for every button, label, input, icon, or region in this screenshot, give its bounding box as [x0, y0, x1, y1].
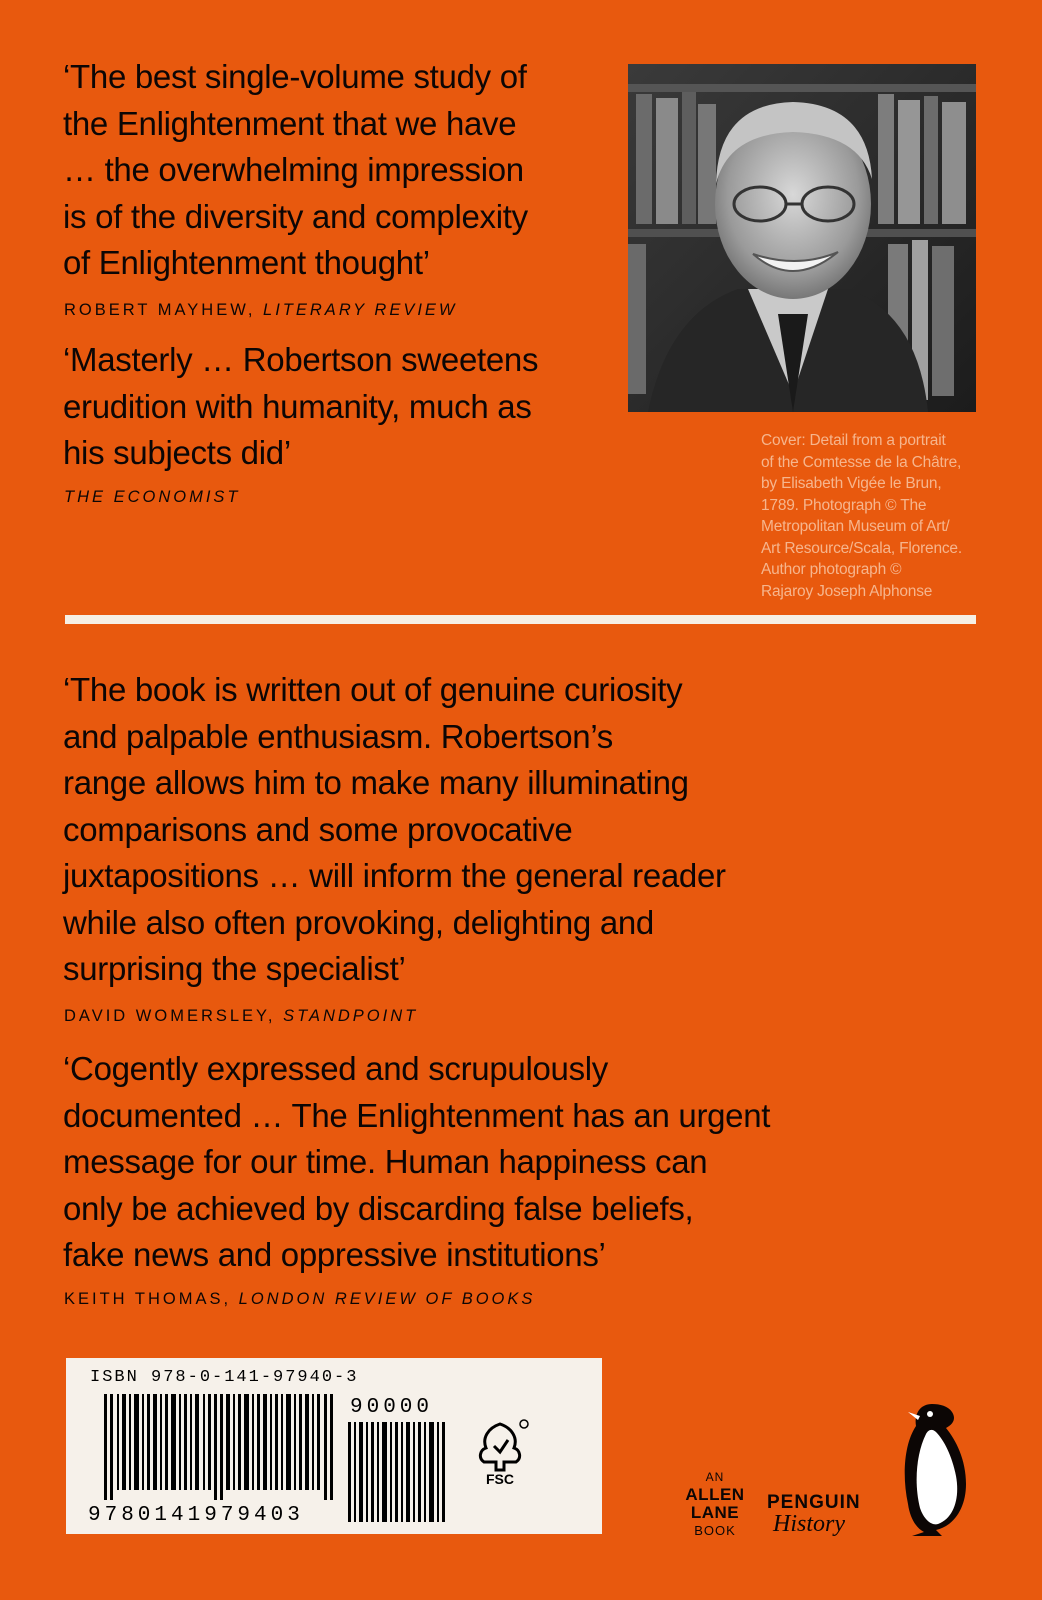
- allen-line2: LANE: [690, 1503, 740, 1522]
- isbn-label: ISBN 978-0-141-97940-3: [90, 1368, 359, 1387]
- attribution-source: LITERARY REVIEW: [263, 301, 458, 319]
- price-addon-digits: 90000: [350, 1396, 434, 1419]
- quote-line: erudition with humanity, much as: [63, 387, 532, 425]
- quote-3: [63, 667, 726, 993]
- credit-line: by Elisabeth Vigée le Brun,: [761, 475, 942, 492]
- quote-line: and palpable enthusiasm. Robertson’s: [63, 717, 613, 755]
- credit-line: Art Resource/Scala, Florence.: [761, 539, 962, 557]
- quote-2: [63, 337, 538, 477]
- quote-line: while also often provoking, delighting and: [63, 903, 654, 941]
- allen-lane-logo: [680, 1468, 750, 1540]
- quote-4-attribution: [64, 1290, 535, 1309]
- quote-line: ‘The best single-volume study of: [63, 58, 527, 95]
- quote-line: surprising the specialist’: [63, 950, 406, 987]
- credit-line: Cover: Detail from a portrait: [761, 432, 946, 449]
- attribution-name: KEITH THOMAS,: [64, 1290, 232, 1308]
- author-photo: [628, 64, 976, 412]
- quote-line: comparisons and some provocative: [63, 810, 573, 848]
- quote-line: only be achieved by discarding false beliefs,: [63, 1189, 694, 1227]
- attribution-name: DAVID WOMERSLEY,: [64, 1007, 276, 1025]
- attribution-source: STANDPOINT: [283, 1007, 419, 1025]
- allen-book: BOOK: [694, 1523, 736, 1538]
- quote-line: is of the diversity and complexity: [63, 197, 528, 235]
- credit-line: Rajaroy Joseph Alphonse: [761, 582, 933, 600]
- quote-4: [63, 1046, 770, 1279]
- quote-1-attribution: [64, 301, 458, 320]
- penguin-history-logo: [767, 1492, 877, 1538]
- series-name: History: [773, 1511, 845, 1537]
- penguin-word: PENGUIN: [767, 1492, 861, 1513]
- fsc-logo-icon: [470, 1418, 530, 1488]
- author-portrait-image: [628, 64, 976, 412]
- attribution-source: LONDON REVIEW OF BOOKS: [238, 1290, 536, 1308]
- quote-line: ‘The book is written out of genuine curiosity: [63, 671, 683, 708]
- allen-an: AN: [705, 1470, 725, 1484]
- attribution-name: ROBERT MAYHEW,: [64, 301, 256, 319]
- quote-line: … the overwhelming impression: [63, 151, 524, 188]
- isbn-barcode-icon: [104, 1394, 334, 1500]
- credit-line: of the Comtesse de la Châtre,: [761, 453, 962, 471]
- quote-line: range allows him to make many illuminating: [63, 764, 689, 801]
- barcode-panel: [66, 1358, 602, 1534]
- section-divider: [65, 615, 976, 624]
- attribution-source: THE ECONOMIST: [64, 488, 241, 506]
- quote-line: of Enlightenment thought’: [63, 244, 430, 281]
- credit-line: Metropolitan Museum of Art/: [761, 518, 950, 535]
- quote-line: documented … The Enlightenment has an urgent: [63, 1096, 771, 1134]
- fsc-label: FSC: [486, 1471, 514, 1487]
- cover-credit: [761, 430, 1011, 602]
- quote-line: juxtapositions … will inform the general reader: [63, 857, 726, 894]
- quote-line: message for our time. Human happiness can: [63, 1143, 708, 1180]
- quote-line: ‘Cogently expressed and scrupulously: [63, 1050, 609, 1087]
- allen-line1: ALLEN: [685, 1485, 745, 1504]
- quote-line: the Enlightenment that we have: [63, 104, 517, 142]
- quote-3-attribution: [64, 1007, 418, 1026]
- penguin-logo-icon: [896, 1400, 980, 1540]
- quote-1: [63, 54, 528, 287]
- price-barcode-icon: [348, 1422, 448, 1522]
- quote-line: fake news and oppressive institutions’: [63, 1236, 606, 1273]
- credit-line: Author photograph ©: [761, 561, 902, 578]
- quote-line: ‘Masterly … Robertson sweetens: [63, 341, 539, 378]
- isbn-digits: 9780141979403: [88, 1504, 304, 1527]
- credit-line: 1789. Photograph © The: [761, 496, 927, 514]
- quote-2-attribution: [64, 488, 241, 507]
- quote-line: his subjects did’: [63, 434, 291, 471]
